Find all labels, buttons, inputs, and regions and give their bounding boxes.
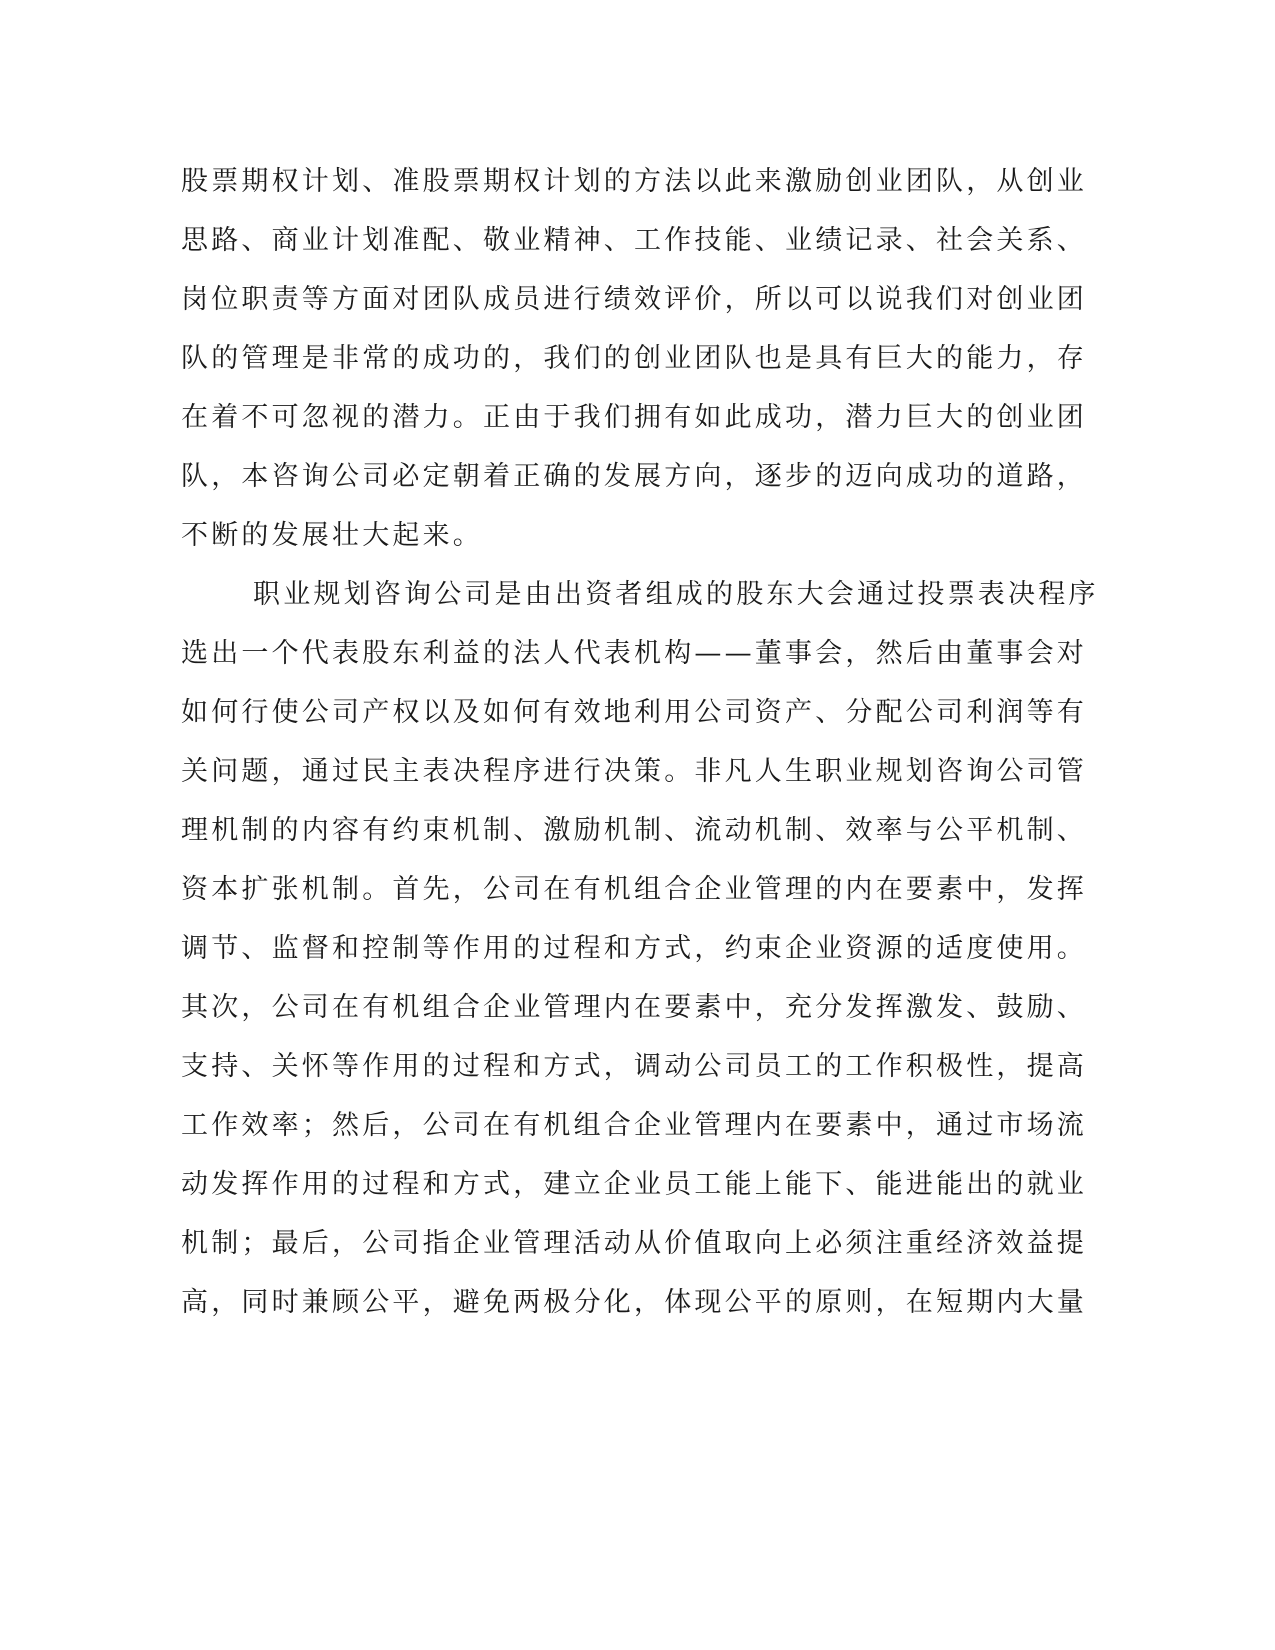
paragraph-line: 队，本咨询公司必定朝着正确的发展方向，逐步的迈向成功的道路， — [181, 461, 1087, 492]
paragraph-line: 工作效率；然后，公司在有机组合企业管理内在要素中，通过市场流 — [181, 1110, 1087, 1141]
paragraph-1 — [181, 152, 1087, 565]
paragraph-line: 高，同时兼顾公平，避免两极分化，体现公平的原则，在短期内大量 — [181, 1287, 1087, 1318]
paragraph-line: 在着不可忽视的潜力。正由于我们拥有如此成功，潜力巨大的创业团 — [181, 402, 1087, 433]
paragraph-line: 股票期权计划、准股票期权计划的方法以此来激励创业团队，从创业 — [181, 166, 1087, 197]
paragraph-line: 职业规划咨询公司是由出资者组成的股东大会通过投票表决程序 — [253, 579, 1099, 610]
paragraph-line: 队的管理是非常的成功的，我们的创业团队也是具有巨大的能力，存 — [181, 343, 1087, 374]
paragraph-line: 资本扩张机制。首先，公司在有机组合企业管理的内在要素中，发挥 — [181, 874, 1087, 905]
paragraph-line: 如何行使公司产权以及如何有效地利用公司资产、分配公司利润等有 — [181, 697, 1087, 728]
paragraph-line: 选出一个代表股东利益的法人代表机构——董事会，然后由董事会对 — [181, 638, 1087, 669]
paragraph-line: 关问题，通过民主表决程序进行决策。非凡人生职业规划咨询公司管 — [181, 756, 1087, 787]
paragraph-line: 机制；最后，公司指企业管理活动从价值取向上必须注重经济效益提 — [181, 1228, 1087, 1259]
paragraph-line: 思路、商业计划准配、敬业精神、工作技能、业绩记录、社会关系、 — [181, 225, 1087, 256]
paragraph-line: 岗位职责等方面对团队成员进行绩效评价，所以可以说我们对创业团 — [181, 284, 1087, 315]
paragraph-line: 其次，公司在有机组合企业管理内在要素中，充分发挥激发、鼓励、 — [181, 992, 1087, 1023]
paragraph-2 — [181, 565, 1099, 1332]
paragraph-line: 不断的发展壮大起来。 — [181, 520, 483, 551]
paragraph-line: 调节、监督和控制等作用的过程和方式，约束企业资源的适度使用。 — [181, 933, 1087, 964]
paragraph-line: 动发挥作用的过程和方式，建立企业员工能上能下、能进能出的就业 — [181, 1169, 1087, 1200]
paragraph-line: 理机制的内容有约束机制、激励机制、流动机制、效率与公平机制、 — [181, 815, 1087, 846]
paragraph-line: 支持、关怀等作用的过程和方式，调动公司员工的工作积极性，提高 — [181, 1051, 1087, 1082]
